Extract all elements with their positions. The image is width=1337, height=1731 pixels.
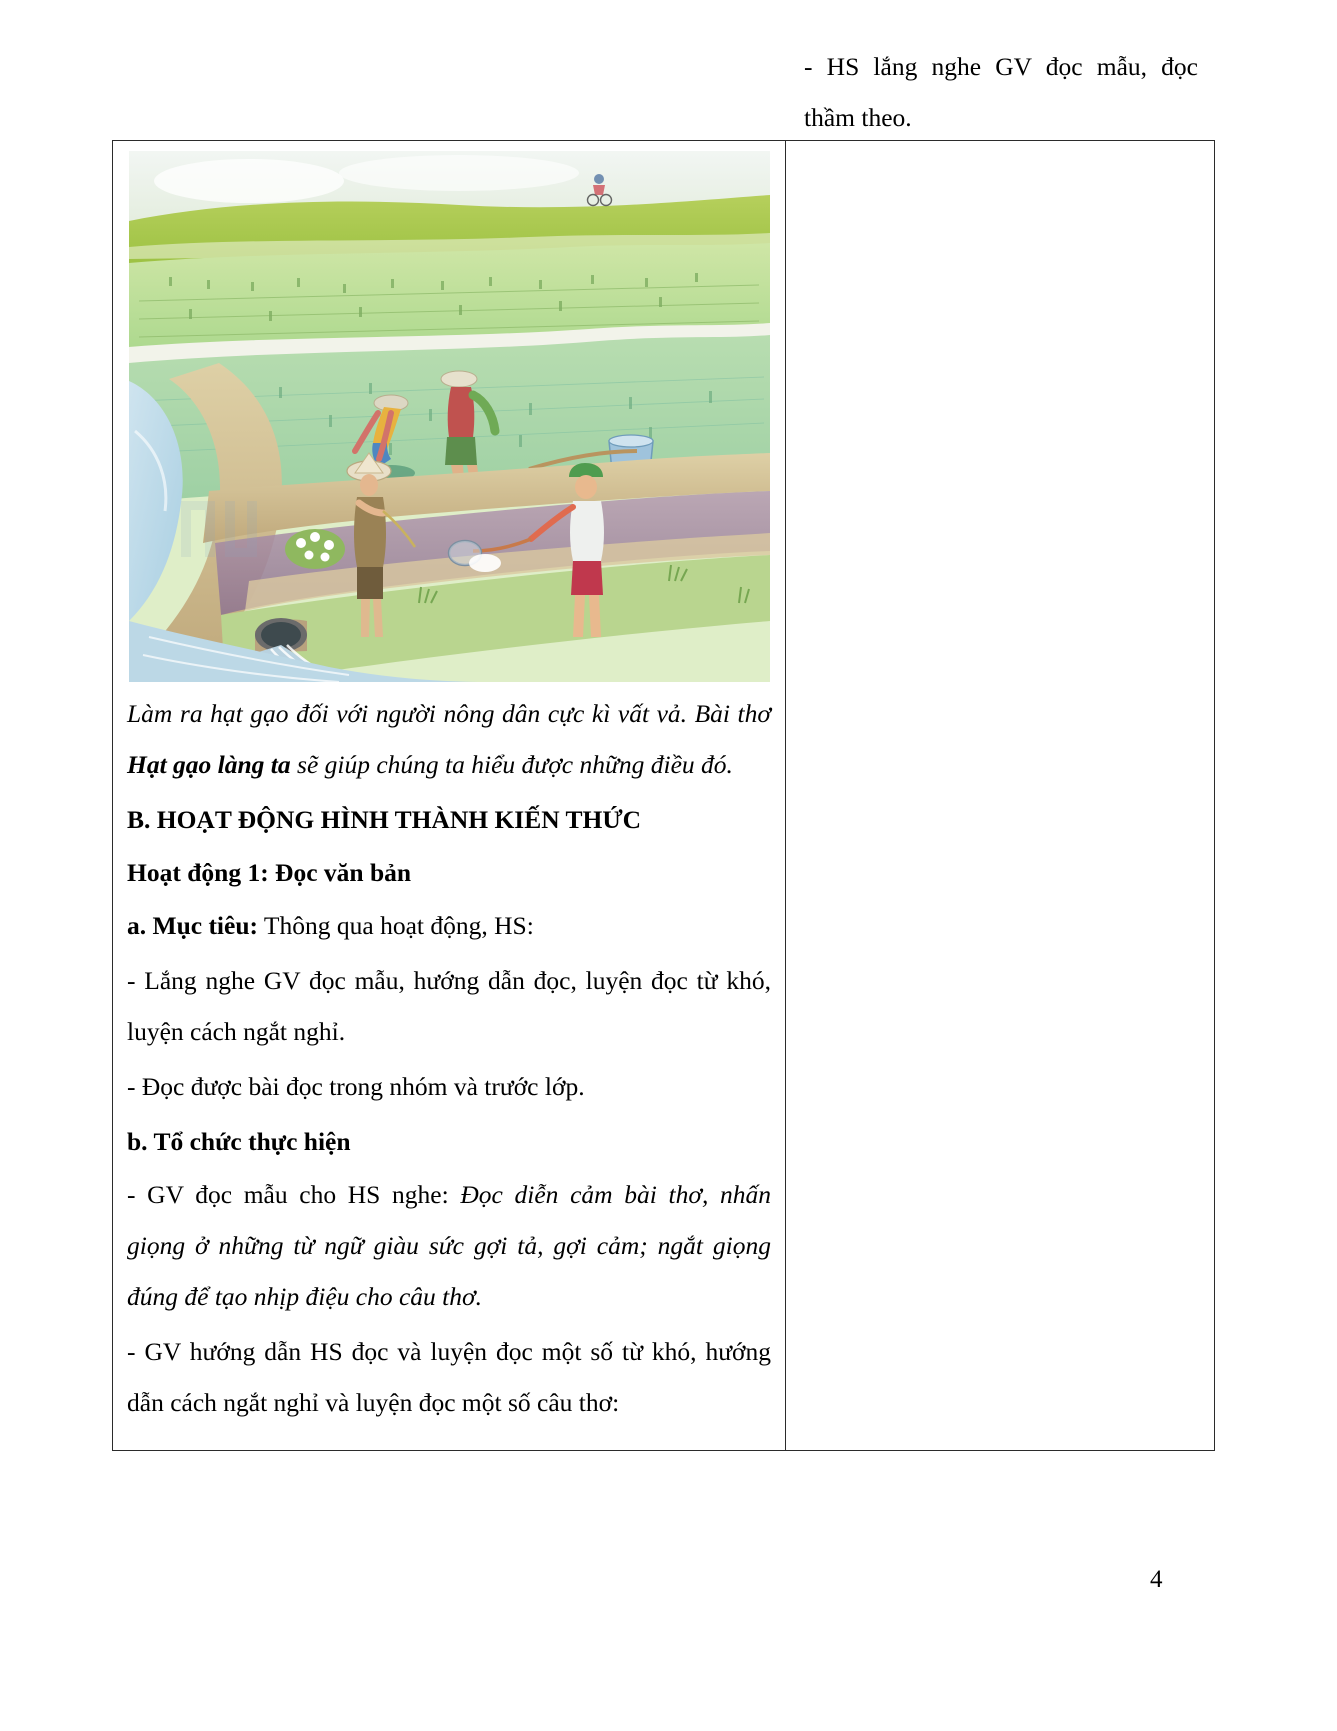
organize-heading: b. Tổ chức thực hiện	[127, 1127, 351, 1156]
hs-response-paragraph: - HS lắng nghe GV đọc mẫu, đọc thầm theo.	[804, 52, 1198, 132]
gv-read-lead: - GV đọc mẫu cho HS nghe:	[127, 1180, 461, 1209]
aim-paragraph	[127, 900, 771, 951]
intro-part2: sẽ giúp chúng ta hiểu được những điều đó.	[290, 750, 733, 779]
rice-paddy-illustration-svg	[129, 151, 770, 682]
section-b-heading: B. HOẠT ĐỘNG HÌNH THÀNH KIẾN THỨC	[127, 805, 642, 834]
aim-bullet-1: - Lắng nghe GV đọc mẫu, hướng dẫn đọc, luyện đọc từ khó, luyện cách ngắt nghỉ.	[127, 966, 771, 1046]
intro-part1: Làm ra hạt gạo đối với người nông dân cực kì vất vả. Bài thơ	[127, 699, 771, 728]
gv-read-paragraph	[127, 1169, 771, 1322]
rice-paddy-illustration	[129, 151, 770, 682]
poem-title: Hạt gạo làng ta	[127, 750, 291, 779]
lesson-plan-table	[112, 52, 1215, 1451]
flower-bush	[285, 529, 345, 569]
student-response-block	[804, 41, 1198, 143]
table-row	[113, 141, 1215, 1451]
table-cell-teacher-activities	[113, 141, 786, 1451]
activity-1-heading: Hoạt động 1: Đọc văn bản	[127, 858, 412, 887]
gv-read-italic: Đọc diễn cảm bài thơ, nhấn giọng ở những từ ngữ giàu sức gợi tả, gợi cảm; ngắt giọng đúng để tạo nhịp điệu cho câu thơ.	[127, 1180, 771, 1311]
gv-guide-paragraph: - GV hướng dẫn HS đọc và luyện đọc một số từ khó, hướng dẫn cách ngắt nghỉ và luyện đọc một số câu thơ:	[127, 1337, 771, 1417]
page-number: 4	[1150, 1566, 1163, 1593]
aim-text: Thông qua hoạt động, HS:	[258, 911, 534, 940]
aim-bullet-2: - Đọc được bài đọc trong nhóm và trước lớp.	[127, 1072, 585, 1101]
intro-paragraph	[127, 688, 771, 790]
table-cell-student-activities	[786, 52, 1215, 1451]
aim-label: a. Mục tiêu:	[127, 911, 259, 940]
